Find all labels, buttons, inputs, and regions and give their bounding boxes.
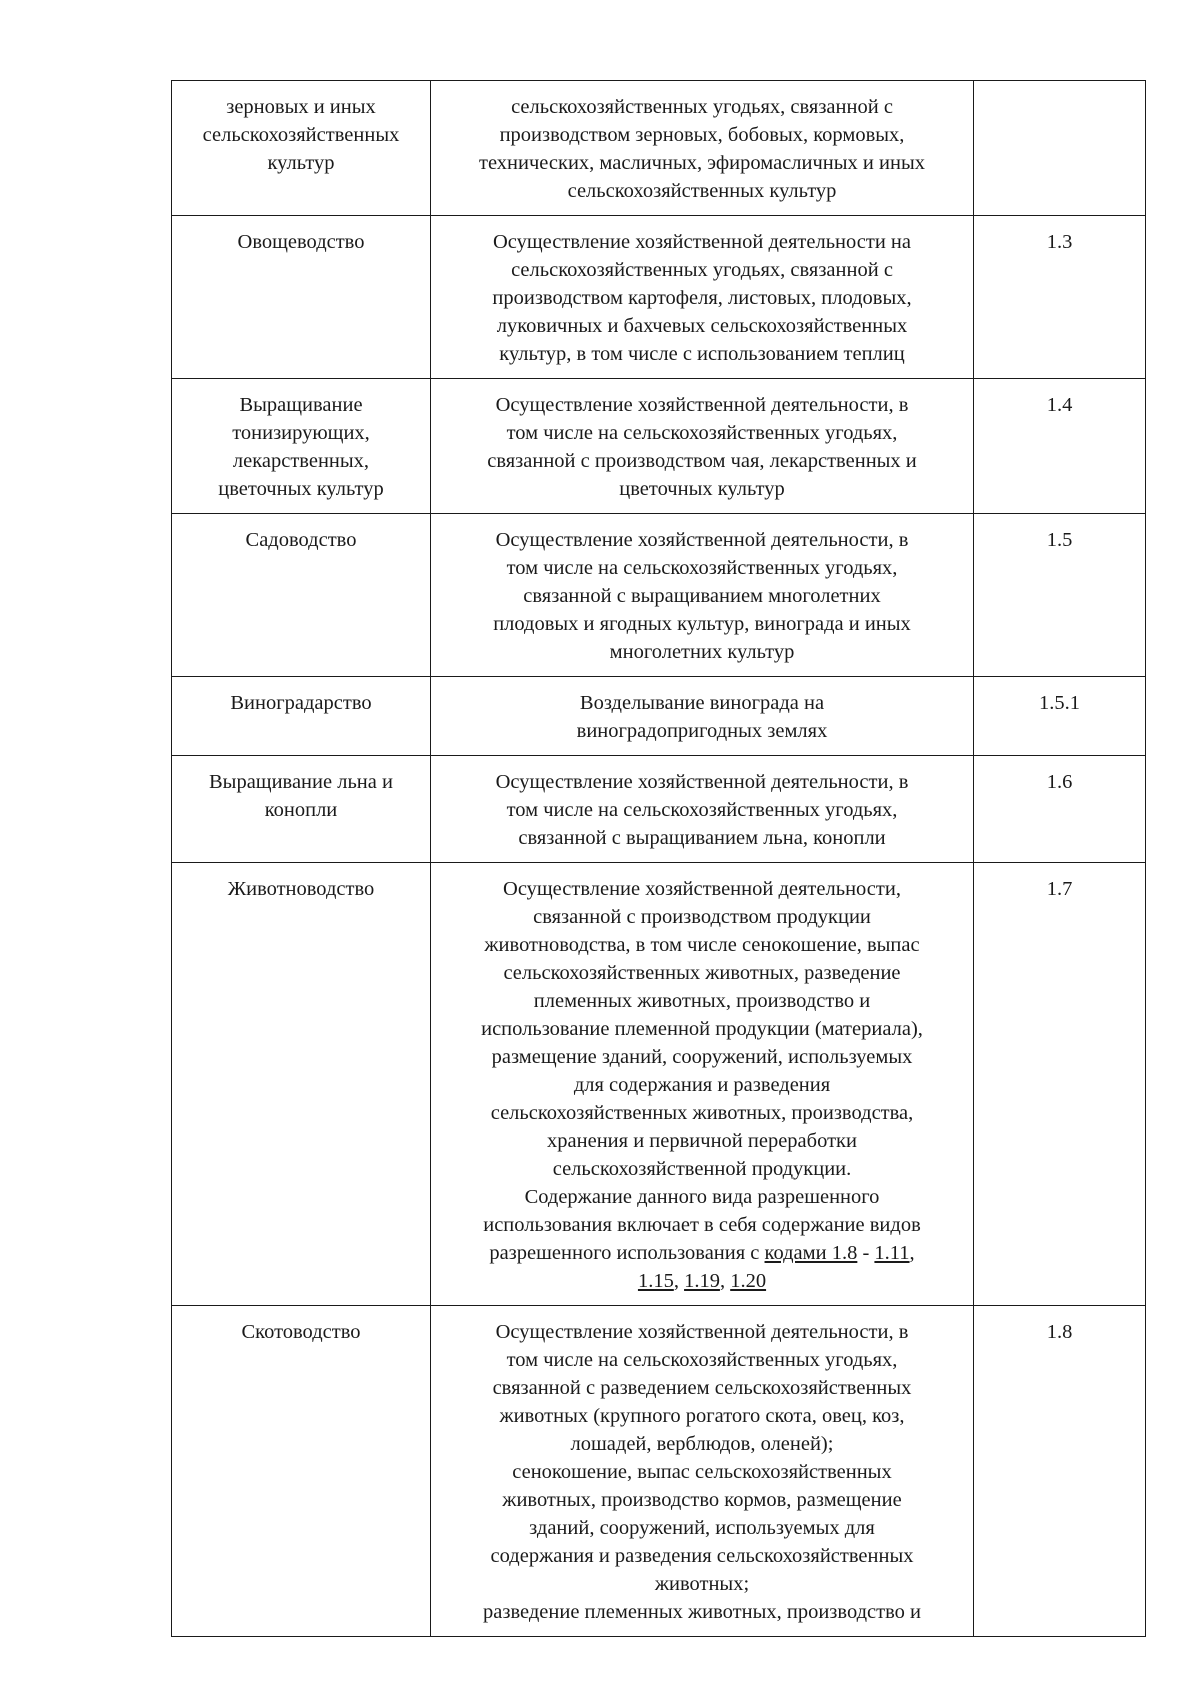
table-row: [172, 1306, 1146, 1637]
land-use-code: 1.4: [974, 379, 1146, 514]
land-use-description-with-links: [431, 863, 974, 1306]
separator: ,: [719, 1270, 731, 1292]
land-use-name: Овощеводство: [172, 216, 431, 379]
land-use-code: [974, 81, 1146, 216]
link-code-1-11[interactable]: 1.11: [874, 1242, 910, 1264]
table-row: [172, 81, 1146, 216]
land-use-code: 1.7: [974, 863, 1146, 1306]
land-use-code: 1.3: [974, 216, 1146, 379]
land-use-description: Возделывание винограда на виноградопригодных землях: [431, 677, 974, 756]
land-use-description: сельскохозяйственных угодьях, связанной с производством зерновых, бобовых, кормовых, технических, масличных, эфиромасличных и иных сельскохозяйственных культур: [431, 81, 974, 216]
land-use-name: зерновых и иных сельскохозяйственных культур: [172, 81, 431, 216]
land-use-code: 1.5: [974, 514, 1146, 677]
link-code-1-20[interactable]: 1.20: [730, 1270, 767, 1292]
link-codes-1-8[interactable]: кодами 1.8: [764, 1242, 858, 1264]
table-row: [172, 514, 1146, 677]
land-use-code: 1.6: [974, 756, 1146, 863]
table-row: [172, 756, 1146, 863]
table-row: [172, 863, 1146, 1306]
land-use-name: Выращивание тонизирующих, лекарственных, цветочных культур: [172, 379, 431, 514]
separator: ,: [673, 1270, 685, 1292]
land-use-code: 1.8: [974, 1306, 1146, 1637]
land-use-description: Осуществление хозяйственной деятельности, в том числе на сельскохозяйственных угодьях, связанной с выращиванием льна, конопли: [431, 756, 974, 863]
link-code-1-15[interactable]: 1.15: [637, 1270, 674, 1292]
land-use-table: [171, 80, 1146, 1637]
table-row: [172, 216, 1146, 379]
land-use-name: Виноградарство: [172, 677, 431, 756]
separator: ,: [909, 1242, 915, 1264]
land-use-name: Садоводство: [172, 514, 431, 677]
land-use-name: Выращивание льна и конопли: [172, 756, 431, 863]
land-use-description: Осуществление хозяйственной деятельности, в том числе на сельскохозяйственных угодьях, связанной с разведением сельскохозяйственных животных (крупного рогатого скота, овец, коз, лошадей, верблюдов, оленей); сенокошение, выпас сельскохозяйственных животных, производство кормов, размещение зданий, сооружений, используемых для содержания и разведения сельскохозяйственных животных; разведение племенных животных, производство и: [431, 1306, 974, 1637]
table-row: [172, 677, 1146, 756]
land-use-description: Осуществление хозяйственной деятельности на сельскохозяйственных угодьях, связанной с производством картофеля, листовых, плодовых, луковичных и бахчевых сельскохозяйственных культур, в том числе с использованием теплиц: [431, 216, 974, 379]
land-use-name: Животноводство: [172, 863, 431, 1306]
table-row: [172, 379, 1146, 514]
land-use-code: 1.5.1: [974, 677, 1146, 756]
link-code-1-19[interactable]: 1.19: [684, 1270, 720, 1292]
land-use-description: Осуществление хозяйственной деятельности, в том числе на сельскохозяйственных угодьях, связанной с производством чая, лекарственных и цветочных культур: [431, 379, 974, 514]
separator: -: [857, 1242, 875, 1264]
land-use-description: Осуществление хозяйственной деятельности, в том числе на сельскохозяйственных угодьях, связанной с выращиванием многолетних плодовых и ягодных культур, винограда и иных многолетних культур: [431, 514, 974, 677]
description-text: Осуществление хозяйственной деятельности, связанной с производством продукции животноводства, в том числе сенокошение, выпас сельскохозяйственных животных, разведение племенных животных, производство и использование племенной продукции (материала), размещение зданий, сооружений, используемых для содержания и разведения сельскохозяйственных животных, производства, хранения и первичной переработки сельскохозяйственной продукции. Содержание данного вида разрешенного использования включает в себя содержание видов разрешенного использования с: [481, 878, 923, 1264]
land-use-name: Скотоводство: [172, 1306, 431, 1637]
